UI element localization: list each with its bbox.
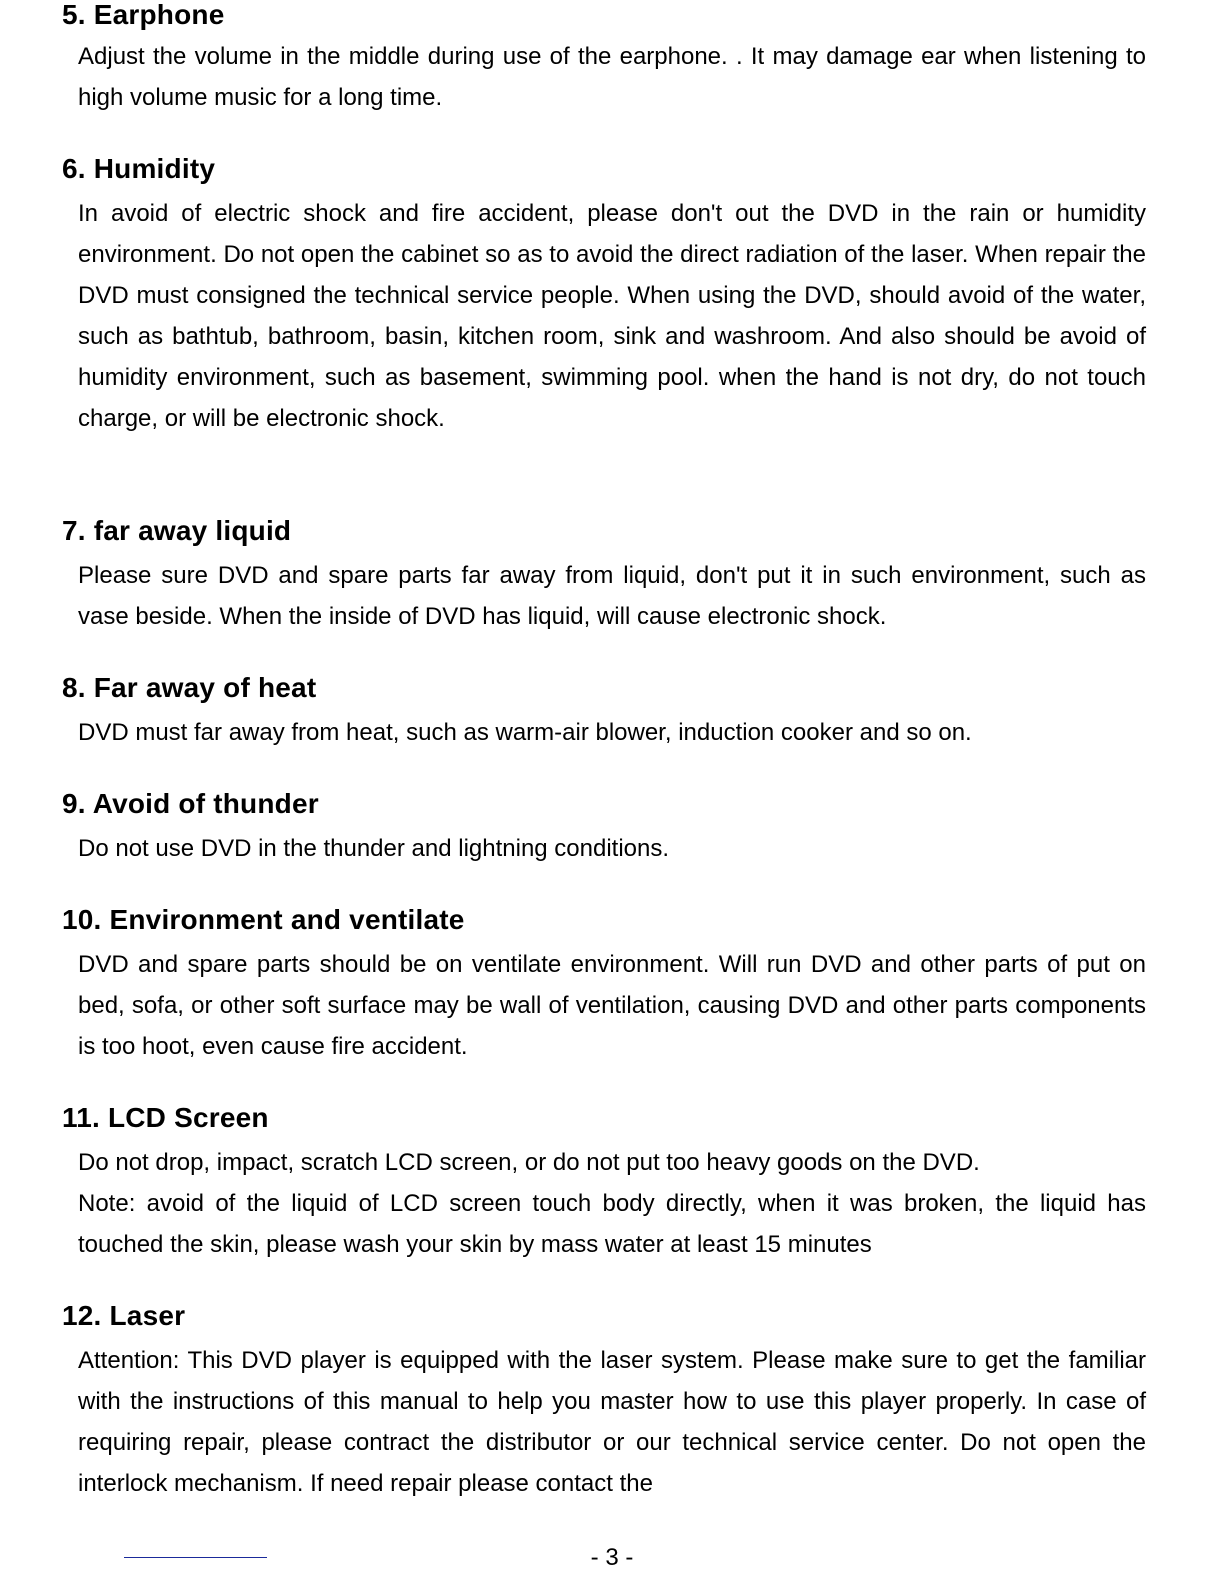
- section-heading: 12. Laser: [62, 1300, 186, 1331]
- section-body: Adjust the volume in the middle during use of the earphone. . It may damage ear when listening to high volume music for a long time.: [78, 43, 1146, 111]
- section-heading: 10. Environment and ventilate: [62, 904, 465, 935]
- section-body: DVD and spare parts should be on ventilate environment. Will run DVD and other parts of put on bed, sofa, or other soft surface may be wall of ventilation, causing DVD and other parts components is too hoot, even cause fire accident.: [78, 951, 1146, 1060]
- section-heading: 5. Earphone: [62, 0, 225, 30]
- section-body: In avoid of electric shock and fire accident, please don't out the DVD in the rain or humidity environment. Do not open the cabinet so as to avoid the direct radiation of the laser. When repair the DVD must consigned the technical service people. When using the DVD, should avoid of the water, such as bathtub, bathroom, basin, kitchen room, sink and washroom. And also should be avoid of humidity environment, such as basement, swimming pool. when the hand is not dry, do not touch charge, or will be electronic shock.: [78, 200, 1146, 432]
- section-heading: 7. far away liquid: [62, 515, 292, 546]
- section-body: DVD must far away from heat, such as warm-air blower, induction cooker and so on.: [78, 719, 972, 746]
- section-note: Note: avoid of the liquid of LCD screen touch body directly, when it was broken, the liquid has touched the skin, please wash your skin by mass water at least 15 minutes: [78, 1190, 1146, 1258]
- section-heading: 8. Far away of heat: [62, 672, 317, 703]
- page-number: - 3 -: [590, 1544, 634, 1571]
- section-heading: 6. Humidity: [62, 153, 216, 184]
- section-body: Do not use DVD in the thunder and lightning conditions.: [78, 835, 670, 862]
- section-heading: 9. Avoid of thunder: [62, 788, 319, 819]
- section-body: Please sure DVD and spare parts far away from liquid, don't put it in such environment, such as vase beside. When the inside of DVD has liquid, will cause electronic shock.: [78, 562, 1146, 630]
- footer-rule: [124, 1557, 267, 1558]
- section-heading: 11. LCD Screen: [62, 1102, 269, 1133]
- section-body: Do not drop, impact, scratch LCD screen, or do not put too heavy goods on the DVD.: [78, 1149, 980, 1176]
- section-body: Attention: This DVD player is equipped with the laser system. Please make sure to get the familiar with the instructions of this manual to help you master how to use this player properly. In case of requiring repair, please contract the distributor or our technical service center. Do not open the interlock mechanism. If need repair please contact the: [78, 1347, 1146, 1497]
